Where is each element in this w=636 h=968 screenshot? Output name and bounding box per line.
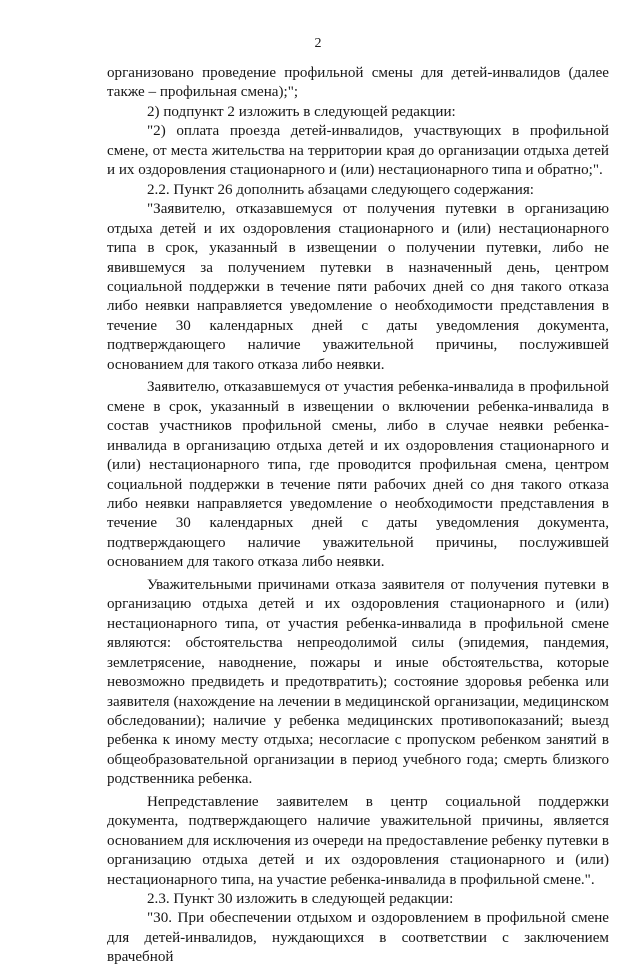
paragraph-non-submission: Непредставление заявителем в центр социальной поддержки документа, подтверждающего наличие уважительной причины, является основанием для исключения из очереди на предоставление ребенку путевки в организацию отдыха детей и их оздоровления стационарного и (или) нестационарного типа, на участие ребенка-инвалида в профильной смене.".	[107, 793, 609, 888]
paragraph-continuation: организовано проведение профильной смены для детей-инвалидов (далее также – профильная смена);";	[107, 65, 609, 101]
paragraph-refusal-voucher: "Заявителю, отказавшемуся от получения путевки в организацию отдыха детей и их оздоровления стационарного и (или) нестационарного типа в срок, указанный в извещении о получении путевки, либо не явившемуся за получением путевки в назначенный день, центром социальной поддержки в течение пяти рабочих дней со дня такого отказа либо неявки направляется уведомление о необходимости представления в течение 30 календарных дней с даты уведомления документа, подтверждающего наличие уважительной причины, послужившей основанием для такого отказа либо неявки.	[107, 201, 609, 373]
paragraph-item-2-3-heading: 2.3. Пункт 30 изложить в следующей редакции:	[147, 891, 454, 908]
page-number: 2	[314, 36, 322, 51]
paragraph-valid-reasons: Уважительными причинами отказа заявителя от получения путевки в организацию отдыха детей и их оздоровления стационарного и (или) нестационарного типа, от участия ребенка-инвалида в профильной смене являются: обстоятельства непреодолимой силы (эпидемия, пандемия, землетрясение, наводнение, пожары и иные обстоятельства, которые невозможно предвидеть и предотвратить); состояние здоровья ребенка или заявителя (нахождение на лечении в медицинской организации, медицинском обследовании); наличие у ребенка медицинских противопоказаний; выезд ребенка к иному месту отдыха; несогласие с пропуском ребенком занятий в общеобразовательной организации в период учебного года; смерть близкого родственника ребенка.	[107, 576, 609, 788]
paragraph-item-2-2-heading: 2.2. Пункт 26 дополнить абзацами следующего содержания:	[147, 181, 534, 198]
scan-artifact-dot	[208, 888, 210, 890]
paragraph-refusal-profile-shift: Заявителю, отказавшемуся от участия ребенка-инвалида в профильной смене в срок, указанный в извещении о включении ребенка-инвалида в состав участников профильной смены, либо в случае неявки ребенка-инвалида в организацию отдыха детей и их оздоровления стационарного и (или) нестационарного типа, где проводится профильная смена, центром социальной поддержки в течение пяти рабочих дней со дня такого отказа либо неявки направляется уведомление о необходимости представления в течение 30 календарных дней с даты уведомления документа, подтверждающего наличие уважительной причины, послужившей основанием для такого отказа либо неявки.	[107, 379, 609, 571]
paragraph-subpoint-2-heading: 2) подпункт 2 изложить в следующей редакции:	[147, 103, 456, 120]
paragraph-subpoint-2-text: "2) оплата проезда детей-инвалидов, участвующих в профильной смене, от места жительства на территории края до организации отдыха детей и их оздоровления стационарного и (или) нестационарного типа и обратно;".	[107, 123, 609, 179]
paragraph-item-30-text: "30. При обеспечении отдыхом и оздоровлением в профильной смене для детей-инвалидов, нуждающихся в соответствии с заключением врачебной	[107, 910, 609, 966]
document-body	[107, 64, 609, 968]
